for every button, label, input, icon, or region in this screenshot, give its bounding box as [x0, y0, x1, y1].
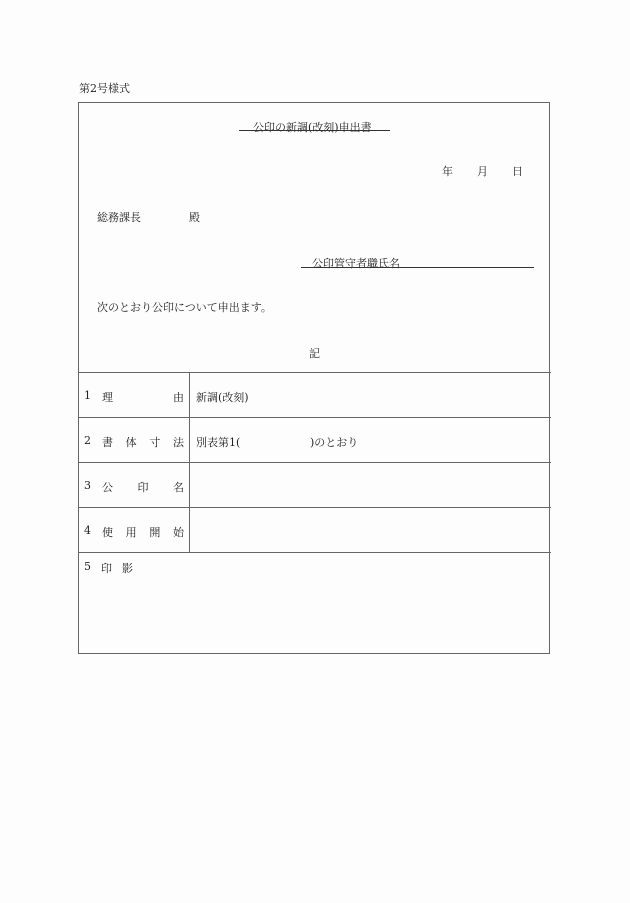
row-label-font-size: 2 書 体 寸 法: [84, 434, 184, 449]
form-number: 第2号様式: [79, 82, 130, 95]
date-year-label: 年: [442, 165, 453, 178]
font-size-value-prefix: 別表第1(: [196, 436, 241, 449]
application-form: [78, 102, 550, 654]
row-label-reason: 1 理 由: [84, 389, 184, 404]
row-label-start-date: 4 使 用 開 始: [84, 524, 184, 539]
font-size-value-suffix: )のとおり: [310, 436, 359, 449]
title-underline: [239, 130, 390, 131]
row-divider: [78, 552, 551, 553]
ki-heading: 記: [309, 347, 320, 360]
row-divider: [78, 372, 551, 373]
row-divider: [78, 417, 551, 418]
form-title: 公印の新調(改刻)申出書: [253, 121, 372, 134]
reason-value[interactable]: 新調(改刻): [196, 391, 249, 404]
row-label-seal-impression: 5 印 影: [84, 560, 133, 575]
date-month-label: 月: [477, 165, 488, 178]
applicant-label: 公印管守者職氏名: [312, 257, 400, 270]
row-label-seal-name: 3 公 印 名: [84, 479, 184, 494]
font-size-input[interactable]: [244, 430, 310, 448]
seal-impression-area[interactable]: [79, 578, 549, 654]
intro-text: 次のとおり公印について申出ます。: [97, 301, 272, 314]
date-day-label: 日: [512, 165, 523, 178]
addressee-honorific: 殿: [189, 211, 200, 224]
start-date-input[interactable]: [190, 508, 550, 552]
addressee-title: 総務課長: [97, 211, 141, 224]
seal-name-input[interactable]: [190, 463, 550, 507]
applicant-signature-line[interactable]: [301, 267, 534, 268]
